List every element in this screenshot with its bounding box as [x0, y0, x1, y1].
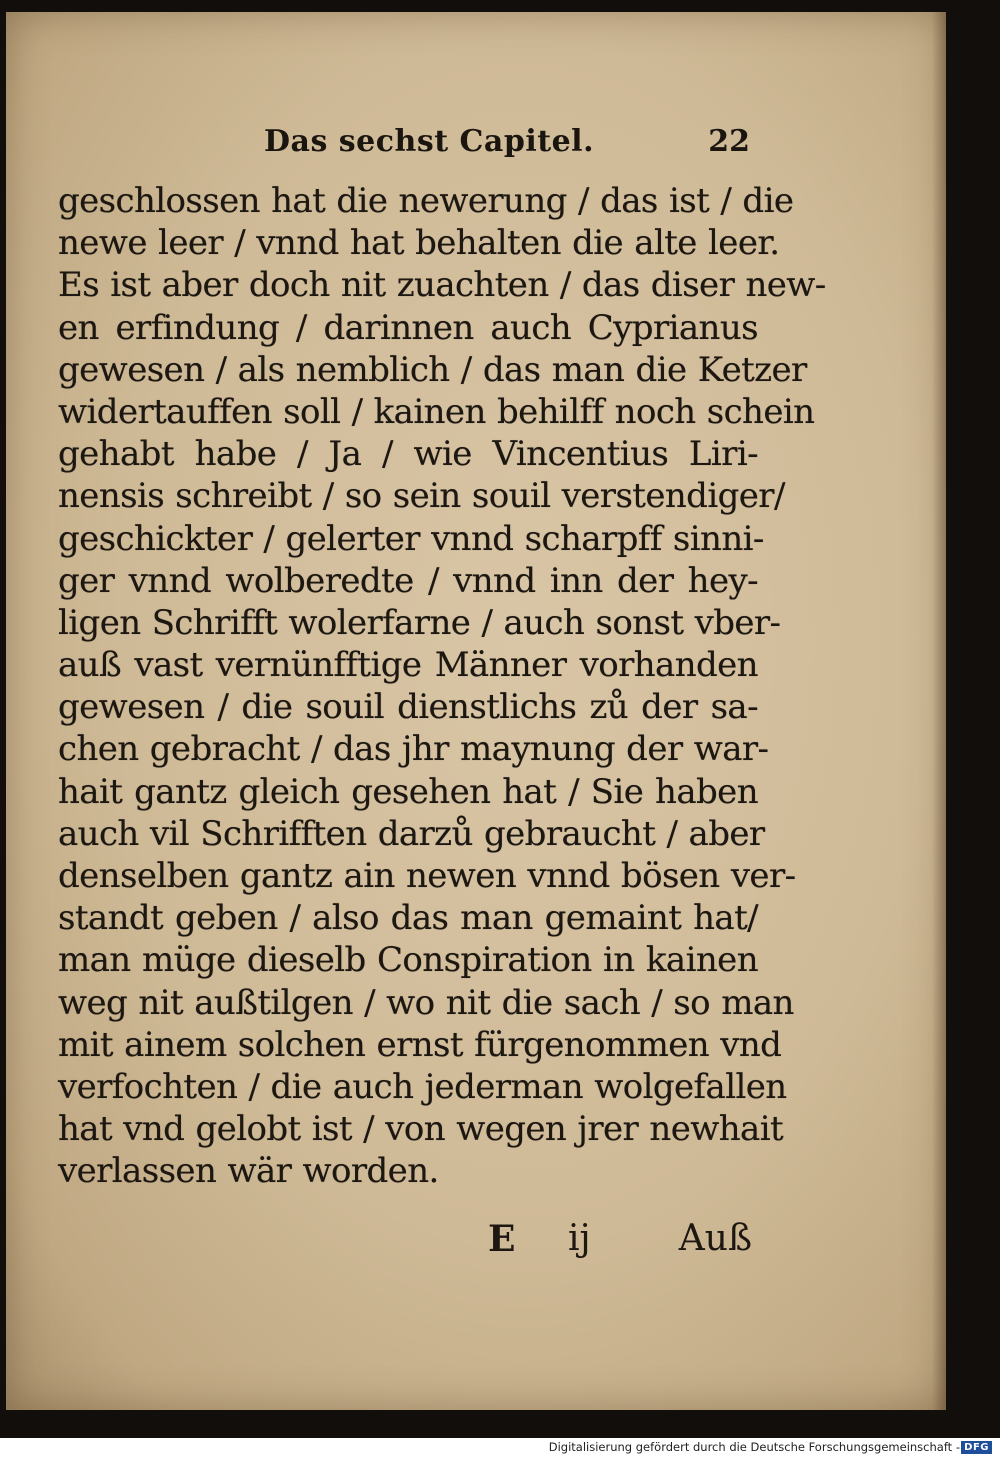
text-line: auch vil Schrifften darzů gebraucht / aber: [58, 813, 765, 854]
text-line: ger vnnd wolberedte / vnnd inn der hey-: [58, 560, 758, 601]
running-head: [58, 124, 750, 164]
signature-line: [476, 1218, 752, 1268]
text-line: Es ist aber doch nit zuachten / das diser new-: [58, 265, 826, 306]
text-line: widertauffen soll / kainen behilff noch schein: [58, 391, 815, 432]
funding-credit: Digitalisierung gefördert durch die Deutsche Forschungsgemeinschaft -: [548, 1440, 960, 1454]
body-text: [58, 180, 826, 1193]
text-line: gewesen / die souil dienstlichs zů der sa-: [58, 687, 758, 728]
text-line: gehabt habe / Ja / wie Vincentius Liri-: [58, 434, 758, 475]
dfg-logo-icon: DFG: [961, 1441, 992, 1454]
footer-bar: [0, 1438, 1000, 1458]
text-line: man müge dieselb Conspiration in kainen: [58, 940, 758, 981]
text-line: chen gebracht / das jhr maynung der war-: [58, 729, 769, 770]
running-title: Das sechst Capitel.: [264, 124, 595, 159]
text-line: geschlossen hat die newerung / das ist / die: [58, 181, 794, 221]
text-line: geschickter / gelerter vnnd scharpff sinni-: [58, 518, 764, 559]
text-line: weg nit außtilgen / wo nit die sach / so man: [58, 982, 794, 1023]
book-page: [6, 12, 946, 1410]
text-line: verfochten / die auch jederman wolgefallen: [58, 1066, 787, 1107]
signature-number: ij: [568, 1218, 591, 1259]
page-edge-shadow: [932, 12, 946, 1410]
text-line: ligen Schrifft wolerfarne / auch sonst vber-: [58, 602, 781, 643]
page-number: 22: [708, 124, 750, 159]
text-line: hat vnd gelobt ist / von wegen jrer newhait: [58, 1109, 784, 1150]
text-line: newe leer / vnnd hat behalten die alte leer.: [58, 223, 780, 264]
text-line: hait gantz gleich gesehen hat / Sie haben: [58, 771, 758, 812]
text-line: gewesen / als nemblich / das man die Ketzer: [58, 349, 807, 390]
text-line: denselben gantz ain newen vnnd bösen ver-: [58, 856, 796, 896]
signature-mark: E: [488, 1218, 516, 1260]
text-line: standt geben / also das man gemaint hat/: [58, 898, 758, 939]
text-line: nensis schreibt / so sein souil verstendiger/: [58, 476, 785, 517]
text-line: mit ainem solchen ernst fürgenommen vnd: [58, 1024, 782, 1065]
catchword: Auß: [678, 1218, 752, 1259]
text-line: verlassen wär worden.: [58, 1151, 439, 1192]
text-line: auß vast vernünfftige Männer vorhanden: [58, 645, 758, 686]
text-line: en erfindung / darinnen auch Cyprianus: [58, 307, 758, 348]
